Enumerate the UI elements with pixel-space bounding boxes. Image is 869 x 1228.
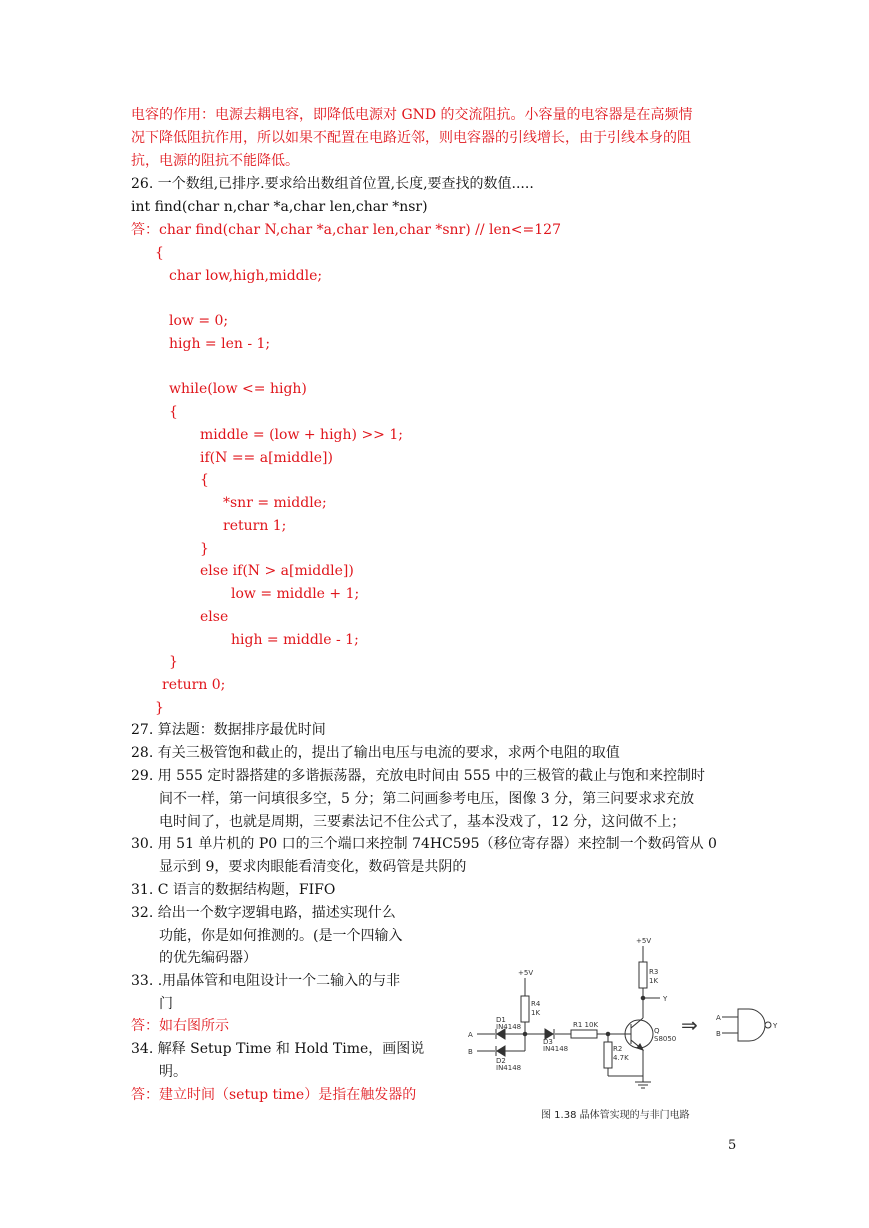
vcc-right-label: +5V — [636, 937, 652, 945]
question-31: 31. C 语言的数据结构题，FIFO — [131, 882, 336, 898]
code-line: high = len - 1; — [169, 336, 271, 352]
code-line: } — [169, 654, 178, 670]
capacitor-paragraph-line-3: 抗，电源的阻抗不能降低。 — [131, 153, 299, 169]
r3-label: R3 — [649, 968, 659, 976]
gate-input-b: B — [716, 1030, 721, 1038]
nand-gate-symbol — [738, 1009, 765, 1041]
d1-label: D1 — [496, 1016, 506, 1024]
output-y-label: Y — [663, 995, 668, 1003]
question-29-line-2: 间不一样，第一问填很多空，5 分；第二问画参考电压，图像 3 分，第三问要求求充放 — [159, 791, 695, 807]
d1-value: IN4148 — [496, 1023, 522, 1031]
vcc-left-label: +5V — [518, 969, 534, 977]
capacitor-paragraph-line-2: 况下降低阻抗作用，所以如果不配置在电路近邻，则电容器的引线增长，由于引线本身的阻 — [131, 130, 691, 146]
r3-value: 1K — [649, 977, 659, 985]
page-number: 5 — [728, 1138, 737, 1153]
r4-value: 1K — [531, 1009, 541, 1017]
question-28: 28. 有关三极管饱和截止的，提出了输出电压与电流的要求，求两个电阻的取值 — [131, 745, 620, 761]
answer-33: 答：如右图所示 — [131, 1018, 229, 1034]
code-line: else — [200, 609, 229, 625]
question-26-signature: int find(char n,char *a,char len,char *nsr) — [131, 199, 428, 215]
nand-gate-circuit-figure — [455, 930, 778, 1130]
code-line: middle = (low + high) >> 1; — [200, 427, 403, 443]
r1-label: R1 10K — [573, 1021, 599, 1029]
input-a-label: A — [468, 1031, 473, 1039]
resistor-r2 — [604, 1042, 612, 1068]
question-32-line-3: 的优先编码器） — [159, 950, 257, 966]
question-34-line-1: 34. 解释 Setup Time 和 Hold Time，画图说 — [131, 1041, 425, 1057]
code-line: high = middle - 1; — [231, 632, 359, 648]
code-line: low = 0; — [169, 313, 229, 329]
q-value: S8050 — [654, 1035, 677, 1043]
r2-label: R2 — [613, 1045, 623, 1053]
question-29-line-3: 电时间了，也就是周期，三要素法记不住公式了，基本没戏了，12 分，这问做不上； — [159, 814, 686, 830]
d2-label: D2 — [496, 1057, 506, 1065]
q-label: Q — [654, 1027, 660, 1035]
question-32-line-2: 功能，你是如何推测的。(是一个四输入 — [159, 928, 403, 944]
code-line: { — [155, 245, 164, 261]
question-30-line-1: 30. 用 51 单片机的 P0 口的三个端口来控制 74HC595（移位寄存器）来控制一个数码管从 0 — [131, 836, 717, 852]
code-line: } — [155, 700, 164, 716]
figure-caption: 图 1.38 晶体管实现的与非门电路 — [541, 1110, 690, 1121]
code-line: else if(N > a[middle]) — [200, 563, 354, 579]
question-33-line-2: 门 — [159, 996, 173, 1012]
question-27: 27. 算法题：数据排序最优时间 — [131, 722, 326, 738]
resistor-r1 — [571, 1030, 597, 1038]
question-30-line-2: 显示到 9，要求肉眼能看清变化，数码管是共阴的 — [159, 859, 467, 875]
question-32-line-1: 32. 给出一个数字逻辑电路，描述实现什么 — [131, 905, 396, 921]
question-33-line-1: 33. .用晶体管和电阻设计一个二输入的与非 — [131, 973, 401, 989]
code-line: *snr = middle; — [223, 495, 327, 511]
question-34-line-2: 明。 — [159, 1064, 187, 1080]
code-line: low = middle + 1; — [231, 586, 360, 602]
code-line: if(N == a[middle]) — [200, 450, 333, 466]
d3-value: IN4148 — [543, 1045, 569, 1053]
r2-value: 4.7K — [613, 1054, 629, 1062]
code-line: } — [200, 541, 209, 557]
code-line: return 1; — [223, 518, 287, 534]
diode-d2 — [497, 1046, 505, 1056]
resistor-r4 — [521, 996, 529, 1022]
code-line: return 0; — [162, 677, 226, 693]
code-line: { — [169, 404, 178, 420]
question-29-line-1: 29. 用 555 定时器搭建的多谐振荡器，充放电时间由 555 中的三极管的截止与饱和来控制时 — [131, 768, 705, 784]
d2-value: IN4148 — [496, 1064, 522, 1072]
code-line: while(low <= high) — [169, 381, 307, 397]
answer-34: 答：建立时间（setup time）是指在触发器的 — [131, 1087, 417, 1103]
answer-26-header: 答：char find(char N,char *a,char len,char *snr) // len<=127 — [131, 222, 561, 238]
d3-label: D3 — [543, 1038, 553, 1046]
r4-label: R4 — [531, 1000, 541, 1008]
capacitor-paragraph-line-1: 电容的作用：电源去耦电容，即降低电源对 GND 的交流阻抗。小容量的电容器是在高频情 — [131, 107, 693, 123]
resistor-r3 — [639, 962, 647, 988]
equivalence-arrow: ⇒ — [681, 1013, 698, 1037]
code-line: { — [200, 472, 209, 488]
gate-output-y: Y — [773, 1022, 778, 1030]
gate-input-a: A — [716, 1014, 721, 1022]
code-line: char low,high,middle; — [169, 268, 323, 284]
question-26: 26. 一个数组,已排序.要求给出数组首位置,长度,要查找的数值..... — [131, 176, 534, 192]
input-b-label: B — [468, 1048, 473, 1056]
